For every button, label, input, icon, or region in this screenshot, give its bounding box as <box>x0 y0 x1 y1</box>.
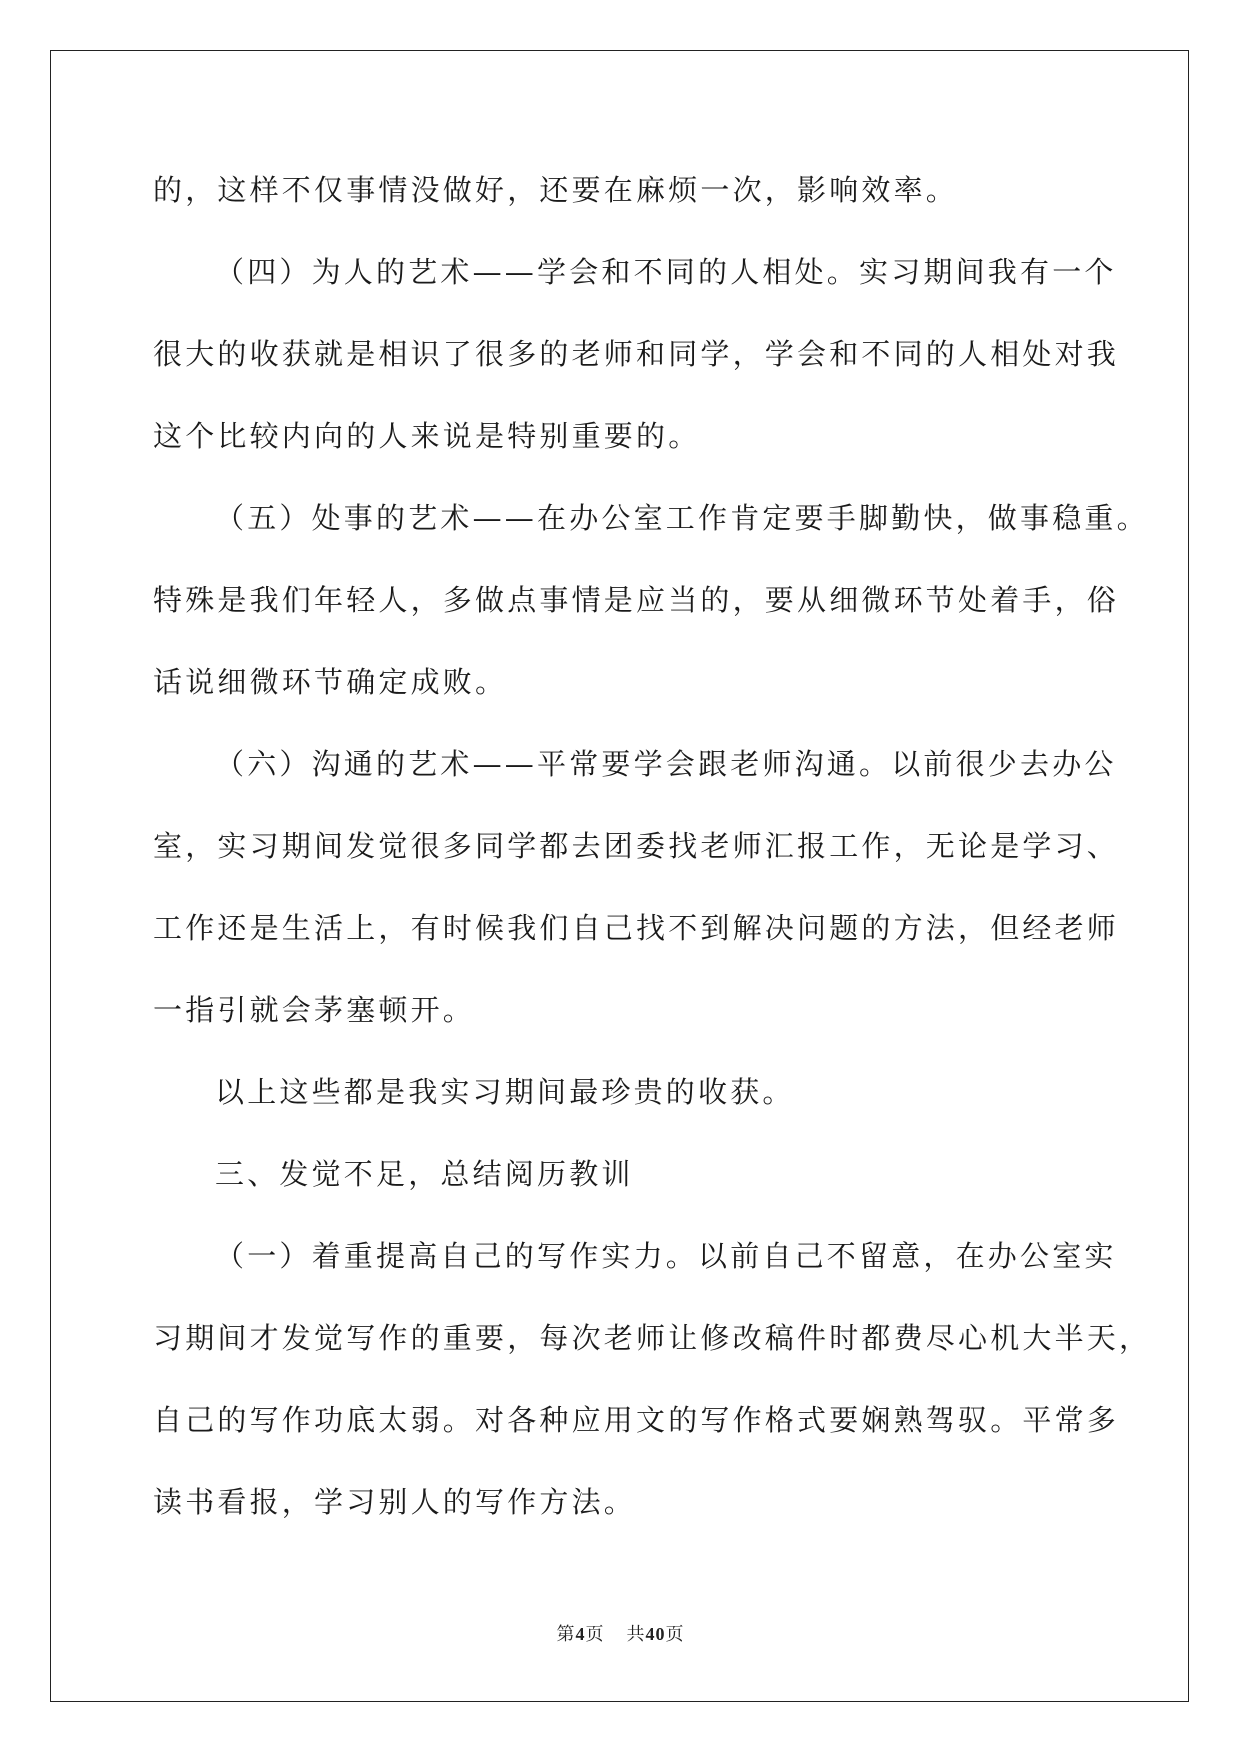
text-line: 室，实习期间发觉很多同学都去团委找老师汇报工作，无论是学习、 <box>153 829 1120 863</box>
page-number: 4 <box>575 1624 586 1644</box>
page-label-prefix: 第 <box>556 1624 576 1644</box>
page-label-suffix: 页 <box>585 1624 605 1644</box>
paragraph-line: （五）处事的艺术——在办公室工作肯定要手脚勤快，做事稳重。 <box>215 501 1149 535</box>
paragraph-line: （四）为人的艺术——学会和不同的人相处。实习期间我有一个 <box>215 255 1117 289</box>
total-pages: 40 <box>645 1624 666 1644</box>
total-label-suffix: 页 <box>665 1624 685 1644</box>
paragraph-line: （六）沟通的艺术——平常要学会跟老师沟通。以前很少去办公 <box>215 747 1117 781</box>
text-line: 一指引就会茅塞顿开。 <box>153 993 476 1027</box>
text-line: 读书看报，学习别人的写作方法。 <box>153 1485 637 1519</box>
text-line: 习期间才发觉写作的重要，每次老师让修改稿件时都费尽心机大半天， <box>153 1321 1152 1355</box>
text-line: 特殊是我们年轻人，多做点事情是应当的，要从细微环节处着手，俗 <box>153 583 1120 617</box>
section-heading: 三、发觉不足，总结阅历教训 <box>215 1157 634 1191</box>
total-label-prefix: 共 <box>626 1624 646 1644</box>
text-line: 工作还是生活上，有时候我们自己找不到解决问题的方法，但经老师 <box>153 911 1120 945</box>
page-border <box>50 50 1189 1702</box>
paragraph-line: （一）着重提高自己的写作实力。以前自己不留意，在办公室实 <box>215 1239 1117 1273</box>
page-footer <box>0 1620 1241 1646</box>
text-line: 自己的写作功底太弱。对各种应用文的写作格式要娴熟驾驭。平常多 <box>153 1403 1120 1437</box>
text-line: 话说细微环节确定成败。 <box>153 665 508 699</box>
text-line: 这个比较内向的人来说是特别重要的。 <box>153 419 701 453</box>
text-line: 的，这样不仅事情没做好，还要在麻烦一次，影响效率。 <box>153 173 959 207</box>
paragraph-line: 以上这些都是我实习期间最珍贵的收获。 <box>215 1075 795 1109</box>
text-line: 很大的收获就是相识了很多的老师和同学，学会和不同的人相处对我 <box>153 337 1120 371</box>
